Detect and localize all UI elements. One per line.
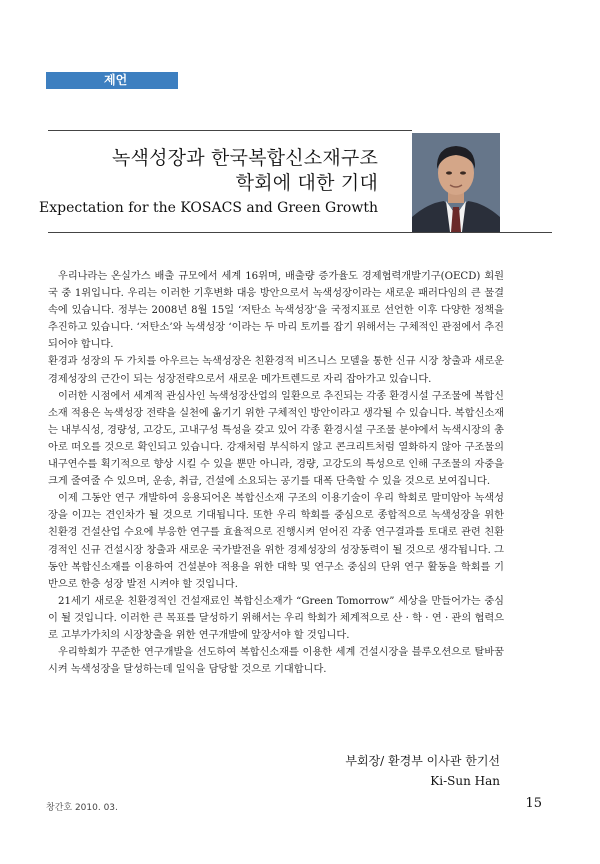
header-top-rule: [48, 130, 412, 131]
signature-english: Ki-Sun Han: [430, 774, 500, 788]
paragraph-5: 21세기 새로운 친환경적인 건설재료인 복합신소재가 “Green Tomorrow” 세상을 만들어가는 중심이 될 것입니다. 이러한 큰 목표를 달성하기 위해서는 우리 학회가 체계적으로 산 · 학 · 연 · 관의 협력으로 고부가가치의 시장창출을 위한 연구개발에 앞장서야 할 것입니다.: [48, 595, 504, 641]
title-line-2: 학회에 대한 기대: [235, 172, 378, 194]
header-bottom-rule: [48, 232, 552, 233]
article-title-english: Expectation for the KOSACS and Green Growth: [39, 200, 378, 216]
article-title-korean: [112, 146, 378, 196]
page-number: 15: [525, 796, 542, 811]
paragraph-1: 우리나라는 온실가스 배출 규모에서 세계 16위며, 배출량 증가율도 경제협력개발기구(OECD) 회원국 중 1위입니다. 우리는 이러한 기후변화 대응 방안으로서 녹색성장이라는 새로운 패러다임의 큰 물결 속에 있습니다. 정부는 2008년 8월 15일 ‘저탄소 녹색성장’을 국정지표로 선언한 이후 다양한 정책을 추진하고 있습니다. ‘저탄소’와 녹색성장 ‘이라는 두 마리 토끼를 잡기 위해서는 구체적인 관점에서 추진되어야 합니다.: [48, 271, 504, 351]
paragraph-4: 이제 그동안 연구 개발하여 응용되어온 복합신소재 구조의 이용기술이 우리 학회로 말미암아 녹색성장을 이끄는 견인차가 될 것으로 기대됩니다. 또한 우리 학회를 중심으로 종합적으로 녹색성장을 위한 친환경 건설산업 수요에 부응한 연구를 효율적으로 진행시켜 얻어진 각종 연구결과를 토대로 관련 친환경적인 신규 건설시장 창출과 새로운 국가발전을 위한 경제성장의 성장동력이 될 것으로 생각됩니다. 그동안 복합신소재를 이용하여 건설분야 적용을 위한 대학 및 연구소 중심의 단위 연구 활동을 학회를 기반으로 한층 성장 발전 시켜야 할 것입니다.: [48, 493, 504, 590]
footer-issue: 창간호 2010. 03.: [46, 803, 118, 813]
title-line-1: 녹색성장과 한국복합신소재구조: [112, 147, 378, 169]
article-body: [48, 268, 504, 678]
paragraph-2: 환경과 성장의 두 가치를 아우르는 녹색성장은 친환경적 비즈니스 모델을 통한 신규 시장 창출과 새로운 경제성장의 근간이 되는 성장전략으로서 새로운 메가트렌드로 자리 잡아가고 있습니다.: [48, 356, 504, 385]
author-portrait: [412, 133, 500, 232]
paragraph-3: 이러한 시점에서 세계적 관심사인 녹색성장산업의 일환으로 추진되는 각종 환경시설 구조물에 복합신소재 적용은 녹색성장 전략을 실천에 옮기기 위한 구체적인 방안이라고 생각될 수 있습니다. 복합신소재는 내부식성, 경량성, 고강도, 고내구성 특성을 갖고 있어 각종 환경시설 구조물 분야에서 녹색시장의 총아로 떠오를 것으로 확인되고 있습니다. 강재처럼 부식하지 않고 콘크리트처럼 열화하지 않아 구조물의 내구연수를 획기적으로 향상 시킬 수 있을 뿐만 아니라, 경량, 고강도의 특성으로 인해 구조물의 자중을 크게 줄여줄 수 있으며, 운송, 취급, 건설에 소요되는 공기를 대폭 단축할 수 있을 것으로 보여집니다.: [48, 390, 504, 488]
paragraph-6: 우리학회가 꾸준한 연구개발을 선도하여 복합신소재를 이용한 세계 건설시장을 블루오션으로 탈바꿈시켜 녹색성장을 달성하는데 일익을 담당할 것으로 기대합니다.: [48, 647, 504, 676]
portrait-image: [412, 133, 500, 232]
signature-korean: 부회장/ 환경부 이사관 한기선: [345, 754, 500, 768]
section-tag: 제언: [46, 72, 178, 89]
